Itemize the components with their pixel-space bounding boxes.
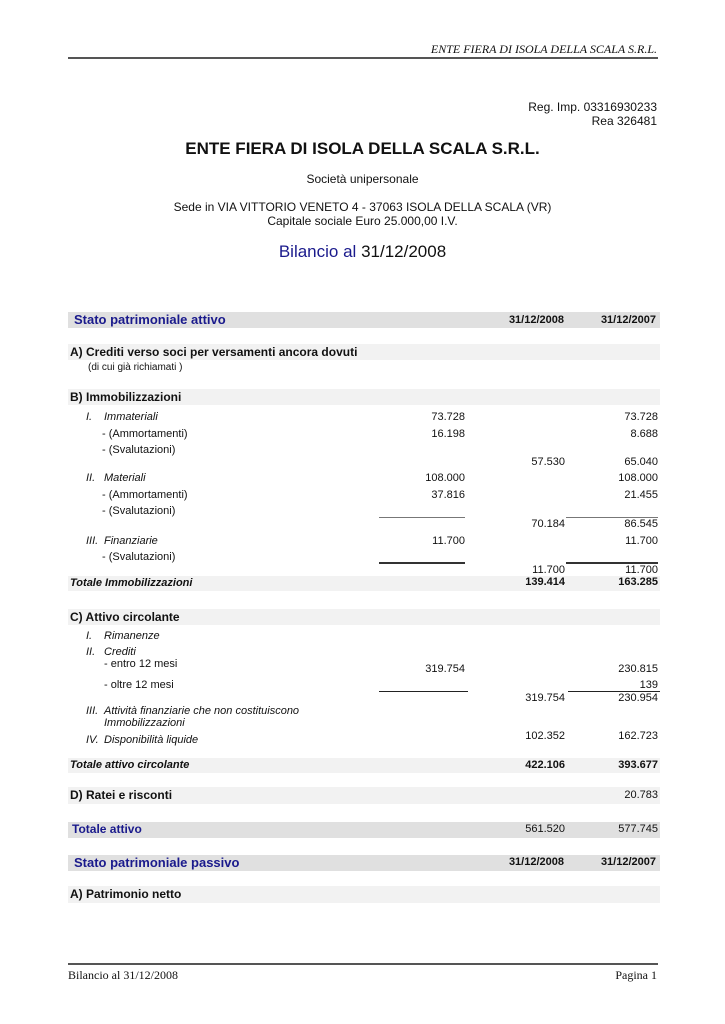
footer-page-number: Pagina 1 [615, 968, 657, 982]
passivo-col-2007: 31/12/2007 [600, 856, 656, 868]
finanziarie-gross-2007: 11.700 [625, 535, 658, 547]
reg-imp: Reg. Imp. 03316930233 [528, 100, 657, 114]
materiali-net-2007: 86.545 [624, 518, 658, 530]
finanziarie-label: III. Finanziarie [86, 535, 158, 547]
attivo-col-2007: 31/12/2007 [600, 314, 656, 326]
total-circolante-2007: 393.677 [618, 759, 658, 771]
crediti-label: II. Crediti [86, 646, 136, 658]
total-immobilizzazioni-2007: 163.285 [618, 576, 658, 588]
crediti-net-2007: 230.954 [618, 692, 658, 704]
section-c-label: C) Attivo circolante [70, 610, 180, 624]
attivita-finanziarie-label-2: Immobilizzazioni [104, 717, 185, 729]
crediti-subtotal-rule-left [379, 691, 468, 692]
total-circolante-2008: 422.106 [525, 759, 565, 771]
immateriali-amm-label: - (Ammortamenti) [102, 428, 188, 440]
disponibilita-label: IV. Disponibilità liquide [86, 734, 199, 746]
finanziarie-sval-label: - (Svalutazioni) [102, 551, 176, 563]
report-title-date: 31/12/2008 [361, 242, 447, 261]
crediti-entro-label: - entro 12 mesi [104, 658, 178, 670]
immateriali-sval-label: - (Svalutazioni) [102, 444, 176, 456]
passivo-col-2008: 31/12/2008 [508, 856, 564, 868]
rea-number: Rea 326481 [591, 114, 657, 128]
crediti-oltre-2007: 139 [639, 679, 658, 691]
materiali-net-2008: 70.184 [531, 518, 565, 530]
immateriali-amm-2008: 16.198 [431, 428, 465, 440]
report-title-prefix: Bilancio al [278, 242, 357, 261]
total-immobilizzazioni-label: Totale Immobilizzazioni [70, 577, 193, 589]
company-type: Società unipersonale [306, 172, 419, 186]
passivo-title: Stato patrimoniale passivo [74, 855, 240, 870]
finanziarie-subtotal-rule-left [379, 562, 465, 564]
company-address: Sede in VIA VITTORIO VENETO 4 - 37063 ISOLA DELLA SCALA (VR) [173, 200, 552, 214]
crediti-oltre-label: - oltre 12 mesi [104, 679, 174, 691]
immateriali-net-2008: 57.530 [531, 456, 565, 468]
finanziarie-net-2007: 11.700 [625, 564, 658, 576]
materiali-gross-2007: 108.000 [618, 472, 658, 484]
passivo-section-a-label: A) Patrimonio netto [70, 887, 182, 901]
immateriali-net-2007: 65.040 [624, 456, 658, 468]
footer-left: Bilancio al 31/12/2008 [68, 968, 178, 982]
section-d-label: D) Ratei e risconti [70, 788, 173, 802]
finanziarie-gross-2008: 11.700 [432, 535, 465, 547]
report-title [0, 242, 725, 262]
section-a-label: A) Crediti verso soci per versamenti ancora dovuti [70, 345, 358, 359]
rimanenze-label: I. Rimanenze [86, 630, 160, 642]
footer-rule [68, 963, 658, 965]
immateriali-gross-2008: 73.728 [431, 411, 465, 423]
immateriali-amm-2007: 8.688 [630, 428, 658, 440]
attivo-col-2008: 31/12/2008 [508, 314, 564, 326]
section-d-2007: 20.783 [624, 789, 658, 801]
total-attivo-2007: 577.745 [618, 823, 658, 835]
materiali-gross-2008: 108.000 [425, 472, 465, 484]
attivita-finanziarie-label: III. Attività finanziarie che non costituiscono [86, 705, 300, 717]
materiali-subtotal-rule-left [379, 517, 465, 518]
disponibilita-2008: 102.352 [525, 730, 565, 742]
total-immobilizzazioni-2008: 139.414 [525, 576, 565, 588]
crediti-entro-2008: 319.754 [425, 663, 465, 675]
running-header: ENTE FIERA DI ISOLA DELLA SCALA S.R.L. [430, 42, 657, 56]
materiali-amm-2008: 37.816 [431, 489, 465, 501]
section-a-note: (di cui già richiamati ) [88, 362, 183, 373]
finanziarie-net-2008: 11.700 [532, 564, 565, 576]
company-capital: Capitale sociale Euro 25.000,00 I.V. [267, 214, 458, 228]
attivo-title: Stato patrimoniale attivo [74, 312, 226, 327]
immateriali-gross-2007: 73.728 [624, 411, 658, 423]
immateriali-label: I. Immateriali [86, 411, 158, 423]
total-attivo-2008: 561.520 [525, 823, 565, 835]
section-b-label: B) Immobilizzazioni [70, 390, 182, 404]
crediti-entro-2007: 230.815 [618, 663, 658, 675]
materiali-amm-label: - (Ammortamenti) [102, 489, 188, 501]
company-name: ENTE FIERA DI ISOLA DELLA SCALA S.R.L. [185, 139, 540, 158]
materiali-label: II. Materiali [86, 472, 146, 484]
total-attivo-label: Totale attivo [72, 822, 142, 836]
total-circolante-label: Totale attivo circolante [70, 759, 190, 771]
materiali-amm-2007: 21.455 [624, 489, 658, 501]
crediti-net-2008: 319.754 [525, 692, 565, 704]
materiali-sval-label: - (Svalutazioni) [102, 505, 176, 517]
disponibilita-2007: 162.723 [618, 730, 658, 742]
header-rule [68, 57, 658, 59]
